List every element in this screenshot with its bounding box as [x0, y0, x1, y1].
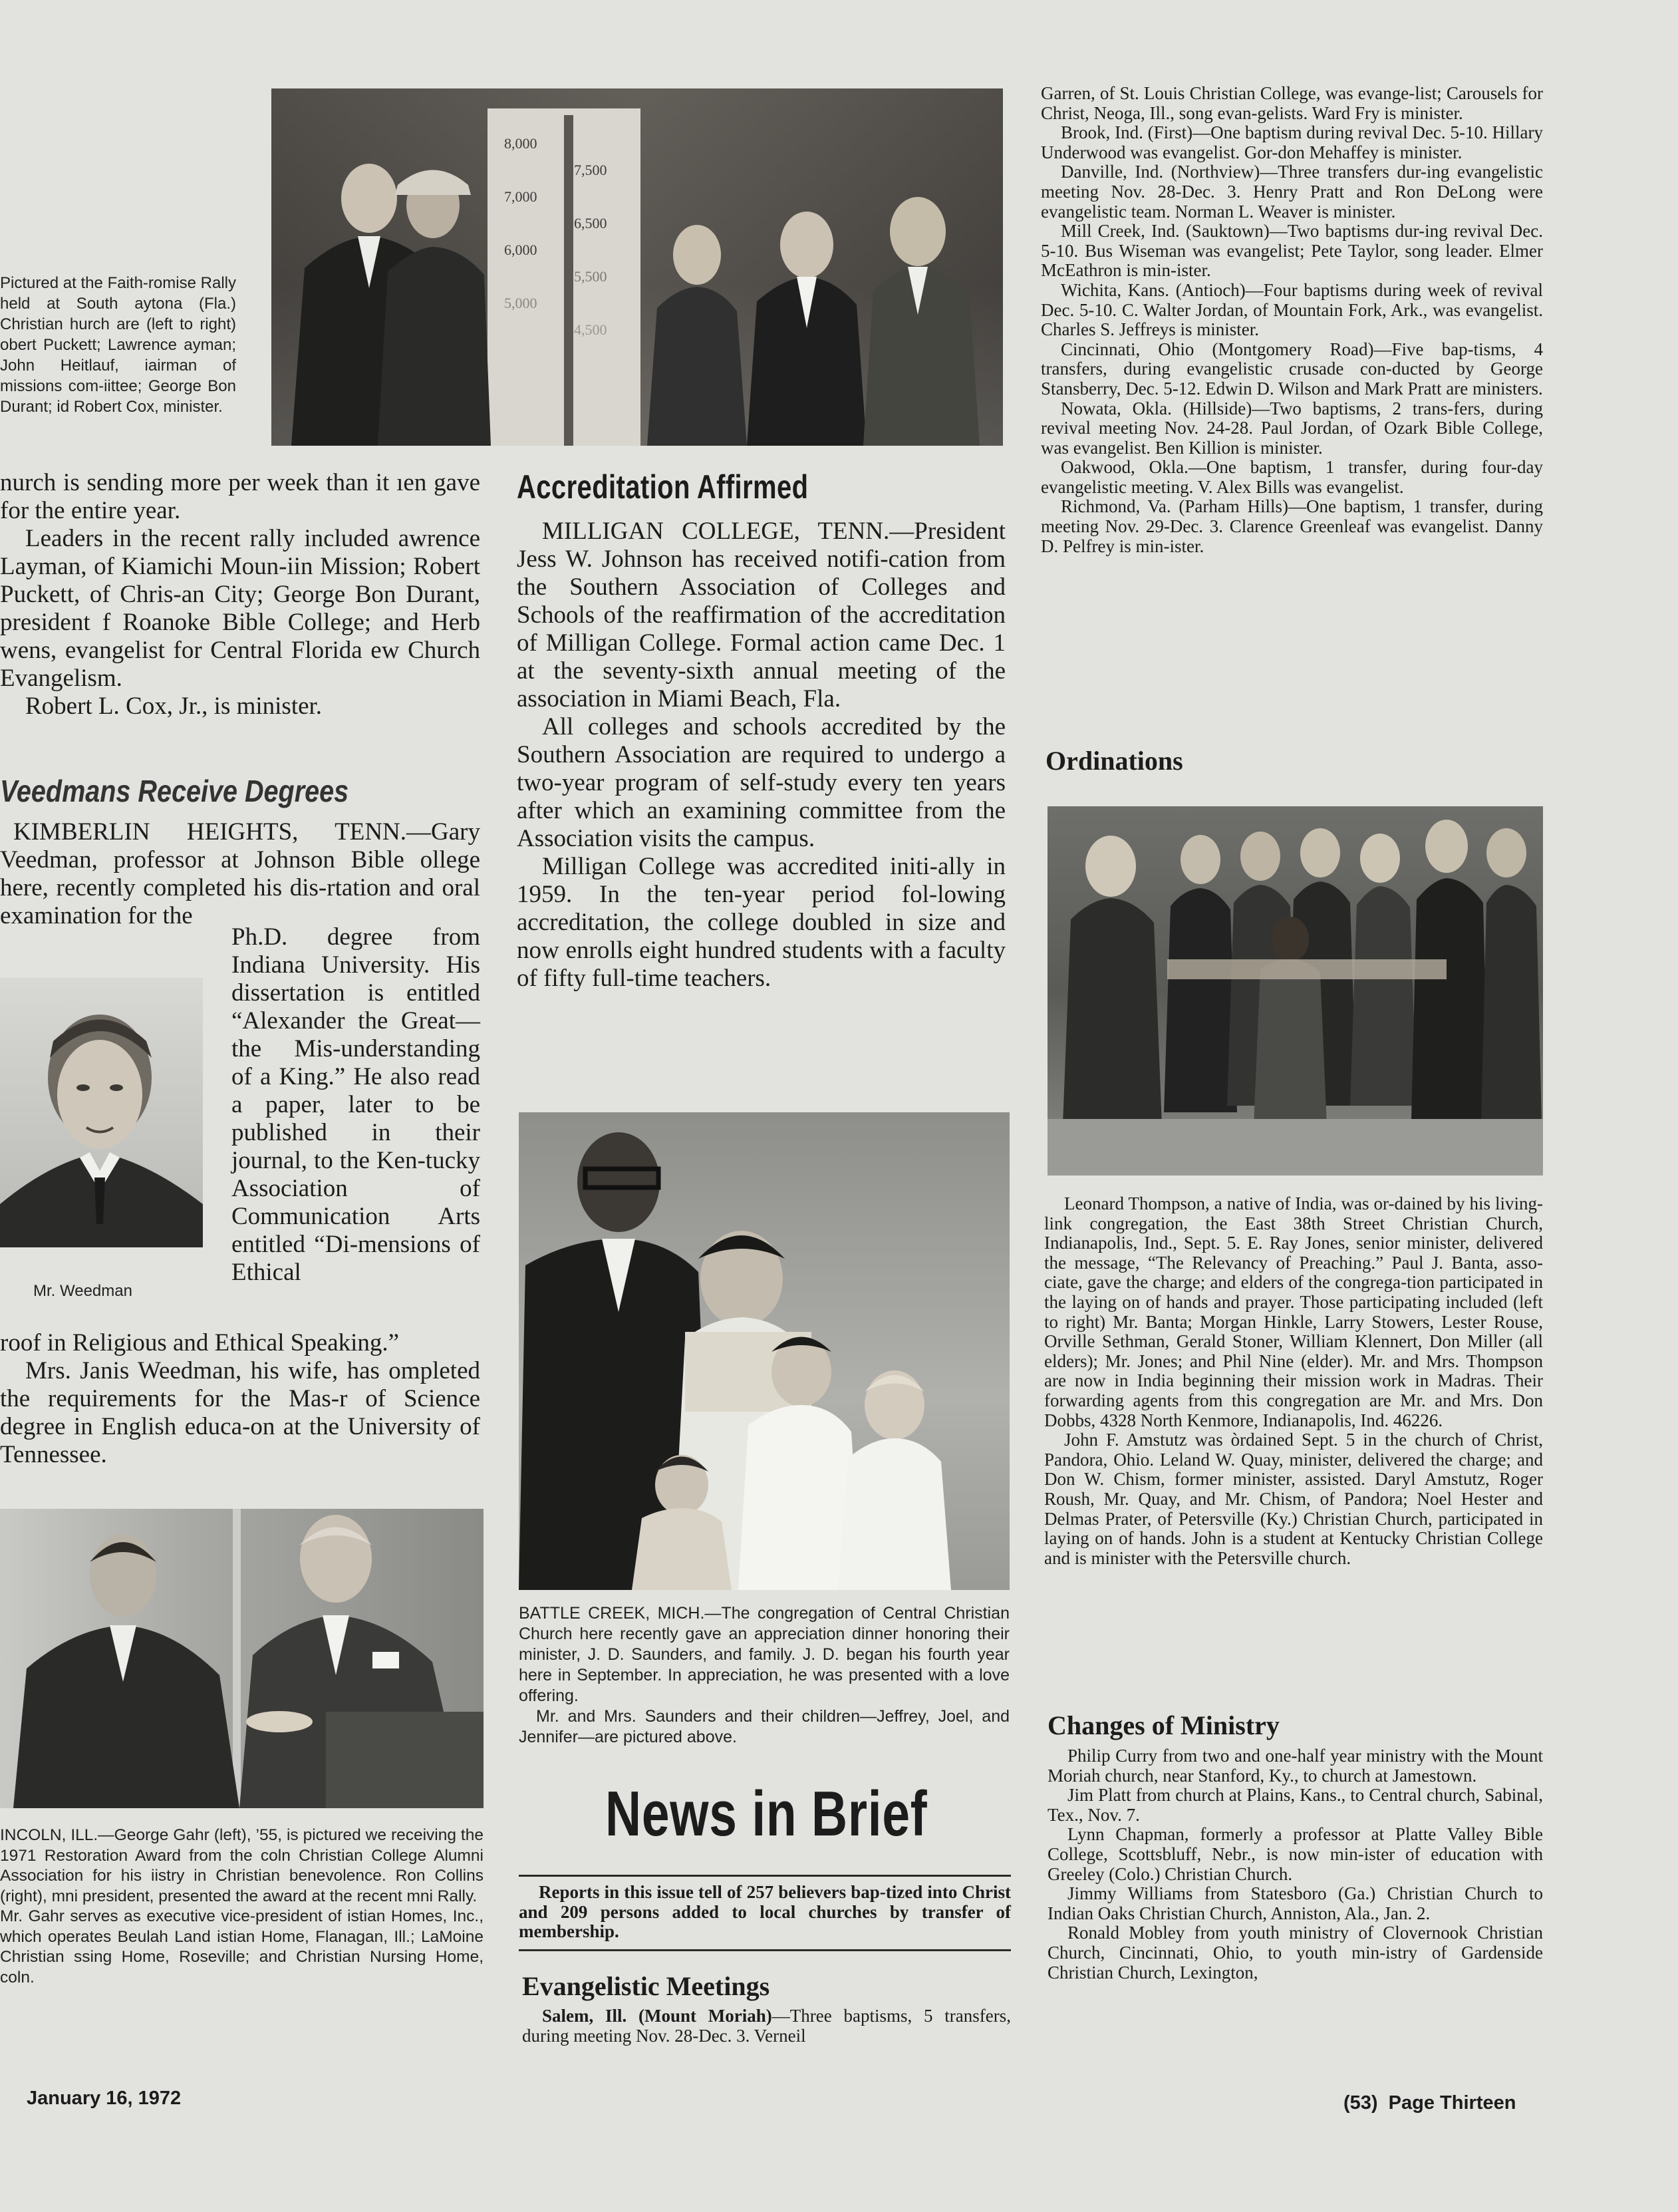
lincoln-caption — [0, 1825, 484, 1988]
lincoln-caption-paragraph: INCOLN, ILL.—George Gahr (left), ’55, is pictured we receiving the 1971 Restoration Award from the coln Christian College Alumni Association for his iistry in Christian benevolence. Ron Collins (right), mni president, presented the award at the recent mni Rally. — [0, 1826, 484, 1905]
battle-creek-photo — [519, 1112, 1010, 1590]
rally-photo-caption: Pictured at the Faith-romise Rally held at South aytona (Fla.) Christian hurch are (left to right) obert Puckett; Lawrence ayman; John Heitlauf, iairman of missions com-iittee; George Bon Durant; id Robert Cox, minister. — [0, 274, 236, 416]
rally-scene — [271, 88, 1003, 446]
evangelistic-heading: Evangelistic Meetings — [522, 1971, 770, 2001]
evangelistic-meetings-list — [1041, 84, 1543, 556]
weedman-photo — [0, 978, 203, 1247]
thermometer-label: 6,000 — [504, 241, 537, 258]
meeting-entry: Nowata, Okla. (Hillside)—Two baptisms, 2 trans-fers, during revival meeting Nov. 24-28. Paul Jordan, of Ozark Bible College, was evangelist. Ben Killion is minister. — [1041, 398, 1543, 458]
lincoln-award-scene — [0, 1509, 484, 1808]
thermometer-label: 8,000 — [504, 135, 537, 152]
weedman-intro — [0, 818, 480, 930]
ministry-change-entry: Ronald Mobley from youth ministry of Clovernook Christian Church, Cincinnati, Ohio, to youth min-istry of Gardenside Christian Church, Lexington, — [1048, 1923, 1543, 1982]
thermometer-label: 4,500 — [574, 321, 607, 338]
meeting-entry: Oakwood, Okla.—One baptism, 1 transfer, during four-day evangelistic meeting. V. Alex Bills was evangelist. — [1041, 457, 1543, 497]
weedman-side-text — [231, 923, 480, 1287]
rally-paragraph: Leaders in the recent rally included awrence Layman, of Kiamichi Moun-iin Mission; Robert Puckett, of Chris-an City; George Bon Durant, president f Roanoke Bible College; and Herb wens, evangelist for Central Florida ew Church Evangelism. — [0, 525, 480, 692]
footer-page-number: (53) Page Thirteen — [1343, 2092, 1516, 2114]
ministry-change-entry: Lynn Chapman, formerly a professor at Platte Valley Bible College, Scottsbluff, Nebr., is now min-ister of education with Greeley (Colo.) Christian Church. — [1048, 1824, 1543, 1884]
rally-paragraph: nurch is sending more per week than it ıen gave for the entire year. — [0, 469, 480, 524]
news-in-brief-heading: News in Brief — [605, 1778, 928, 1849]
ministry-change-entry: Jimmy Williams from Statesboro (Ga.) Christian Church to Indian Oaks Christian Church, Anniston, Ala., Jan. 2. — [1048, 1883, 1543, 1923]
ordination-scene — [1048, 806, 1543, 1176]
ordinations-list — [1044, 1194, 1543, 1568]
weedman-wife-paragraph: Mrs. Janis Weedman, his wife, has ompleted the requirements for the Mas-r of Science degree in English educa-on at the University of Tennessee. — [0, 1357, 480, 1468]
meeting-entry: Mill Creek, Ind. (Sauktown)—Two baptisms dur-ing revival Dec. 5-10. Bus Wiseman was evangelist; Pete Taylor, song leader. Elmer McEathron is min-ister. — [1041, 221, 1543, 281]
battle-creek-scene — [519, 1112, 1010, 1590]
footer-date: January 16, 1972 — [27, 2088, 182, 2109]
battle-creek-caption — [519, 1603, 1010, 1748]
ordination-entry: Leonard Thompson, a native of India, was or-dained by his living-link congregation, the East 38th Street Christian Church, Indianapolis, Ind., Sept. 5. E. Ray Jones, senior minister, delivered the message, “The Relevancy of Preaching.” Paul J. Banta, asso-ciate, gave the charge; and elders of the congrega-tion participated in the laying on of hands and prayer. Those participating included (left to right) Mr. Banta; Morgan Hinkle, Larry Stowers, Lester Rouse, Orville Sethman, Gerald Stoner, William Klennert, Don Miller (all elders); Mr. Jones; and Phil Nine (elder). Mr. and Mrs. Thompson are now in India beginning their mission work in Madras. Their forwarding agents from this congregation are Mr. and Mrs. Don Dobbs, 4328 North Kenmore, Indianapolis, Ind. 46226. — [1044, 1193, 1543, 1430]
weedman-end-line: roof in Religious and Ethical Speaking.” — [0, 1329, 400, 1356]
changes-of-ministry-list — [1048, 1746, 1543, 1982]
weedman-heading: Veedmans Receive Degrees — [0, 774, 349, 808]
ordinations-heading: Ordinations — [1046, 746, 1183, 776]
accreditation-paragraph: All colleges and schools accredited by the Southern Association are required to undergo a two-year program of self-study every ten years after which an examining committee from the Association visits the campus. — [517, 713, 1006, 852]
meeting-entry: Brook, Ind. (First)—One baptism during revival Dec. 5-10. Hillary Underwood was evangelist. Gor-don Mehaffey is minister. — [1041, 122, 1543, 162]
rally-story — [0, 469, 480, 720]
ministry-change-entry: Philip Curry from two and one-half year ministry with the Mount Moriah church, near Stanford, Ky., to church at Jamestown. — [1048, 1746, 1543, 1786]
thermometer-label: 7,000 — [504, 188, 537, 205]
rally-photo — [271, 88, 1003, 446]
lincoln-caption-paragraph: Mr. Gahr serves as executive vice-president of istian Homes, Inc., which operates Beulah Land istian Home, Flanagan, Ill.; LaMoine Christian ssing Home, Roseville; and Christian Nursing Home, coln. — [0, 1907, 484, 1986]
meeting-entry: Garren, of St. Louis Christian College, was evange-list; Carousels for Christ, Neoga, Ill., song evan-gelists. Ward Fry is minister. — [1041, 83, 1543, 123]
thermometer-label: 7,500 — [574, 162, 607, 178]
rally-paragraph: Robert L. Cox, Jr., is minister. — [25, 693, 323, 720]
ordination-entry: John F. Amstutz was òrdained Sept. 5 in the church of Christ, Pandora, Ohio. Leland W. Quay, minister, delivered the charge; and Don W. Chism, former minister, assisted. Daryl Amstutz, Roger Roush, Mr. Quay, and Mr. Chism, of Pandora; Noel Hester and Delmas Prater, of Petersville (Ky.) Christian Church, participated in laying on of hands. John is a student at Kentucky Christian College and is minister with the Petersville church. — [1044, 1430, 1543, 1568]
meeting-entry: Danville, Ind. (Northview)—Three transfers dur-ing evangelistic meeting Nov. 28-Dec. 3. Henry Pratt and Ron DeLong were evangelistic team. Norman L. Weaver is minister. — [1041, 162, 1543, 222]
accreditation-story — [517, 518, 1006, 993]
evangelistic-first-entry — [522, 2006, 1011, 2046]
weedman-intro-text: KIMBERLIN HEIGHTS, TENN.—Gary Veedman, professor at Johnson Bible ollege here, recently completed his dis-rtation and oral examination for the — [0, 818, 480, 929]
news-rule-bottom — [519, 1949, 1011, 1951]
thermometer-label: 5,000 — [504, 295, 537, 311]
weedman-photo-caption: Mr. Weedman — [33, 1282, 132, 1300]
news-rule-top — [519, 1875, 1011, 1877]
battle-creek-caption-paragraph: Mr. and Mrs. Saunders and their children—Jeffrey, Joel, and Jennifer—are pictured above. — [519, 1707, 1010, 1746]
weedman-portrait — [0, 978, 203, 1247]
ordination-photo — [1048, 806, 1543, 1176]
news-summary — [519, 1883, 1011, 1942]
accreditation-heading: Accreditation Affirmed — [517, 468, 809, 506]
news-summary-text: Reports in this issue tell of 257 believers bap-tized into Christ and 209 persons added to local churches by transfer of membership. — [519, 1882, 1011, 1942]
weedman-end-text — [0, 1329, 480, 1469]
meeting-entry: Richmond, Va. (Parham Hills)—One baptism, 1 transfer, during meeting Nov. 29-Dec. 3. Clarence Greenleaf was evangelist. Danny D. Pelfrey is min-ister. — [1041, 496, 1543, 556]
meeting-entry: Cincinnati, Ohio (Montgomery Road)—Five bap-tisms, 4 transfers, during evangelistic crusade con-ducted by George Stansberry, Dec. 5-12. Edwin D. Wilson and Mark Pratt are ministers. — [1041, 339, 1543, 398]
lincoln-award-photo — [0, 1509, 484, 1808]
meeting-entry: Wichita, Kans. (Antioch)—Four baptisms during week of revival Dec. 5-10. C. Walter Jordan, of Mountain Fork, Ark., was evangelist. Charles S. Jeffreys is minister. — [1041, 279, 1543, 340]
ministry-change-entry: Jim Platt from church at Plains, Kans., to Central church, Sabinal, Tex., Nov. 7. — [1048, 1785, 1543, 1825]
thermometer-label: 6,500 — [574, 215, 607, 232]
evangelistic-detail: —Three baptisms, 5 transfers, during meeting Nov. 28-Dec. 3. Verneil — [522, 2006, 1011, 2046]
weedman-side-paragraph: Ph.D. degree from Indiana University. His dissertation is entitled “Alexander the Great—the Mis-understanding of a King.” He also read a paper, later to be published in their journal, to the Ken-tucky Association of Communication Arts entitled “Di-mensions of Ethical — [231, 923, 480, 1286]
evangelistic-place: Salem, Ill. (Mount Moriah) — [542, 2006, 772, 2026]
changes-of-ministry-heading: Changes of Ministry — [1048, 1710, 1280, 1740]
battle-creek-caption-paragraph: BATTLE CREEK, MICH.—The congregation of Central Christian Church here recently gave an appreciation dinner honoring their minister, J. D. Saunders, and family. J. D. began his fourth year here in September. In appreciation, he was presented with a love offering. — [519, 1604, 1010, 1705]
accreditation-paragraph: Milligan College was accredited initi-ally in 1959. In the ten-year period fol-lowing accreditation, the college doubled in size and now enrolls eight hundred students with a faculty of fifty full-time teachers. — [517, 853, 1006, 992]
thermometer-label: 5,500 — [574, 268, 607, 285]
accreditation-paragraph: MILLIGAN COLLEGE, TENN.—President Jess W. Johnson has received notifi-cation from the Southern Association of Colleges and Schools of the reaffirmation of the accreditation of Milligan College. Formal action came Dec. 1 at the seventy-sixth annual meeting of the association in Miami Beach, Fla. — [517, 518, 1006, 712]
